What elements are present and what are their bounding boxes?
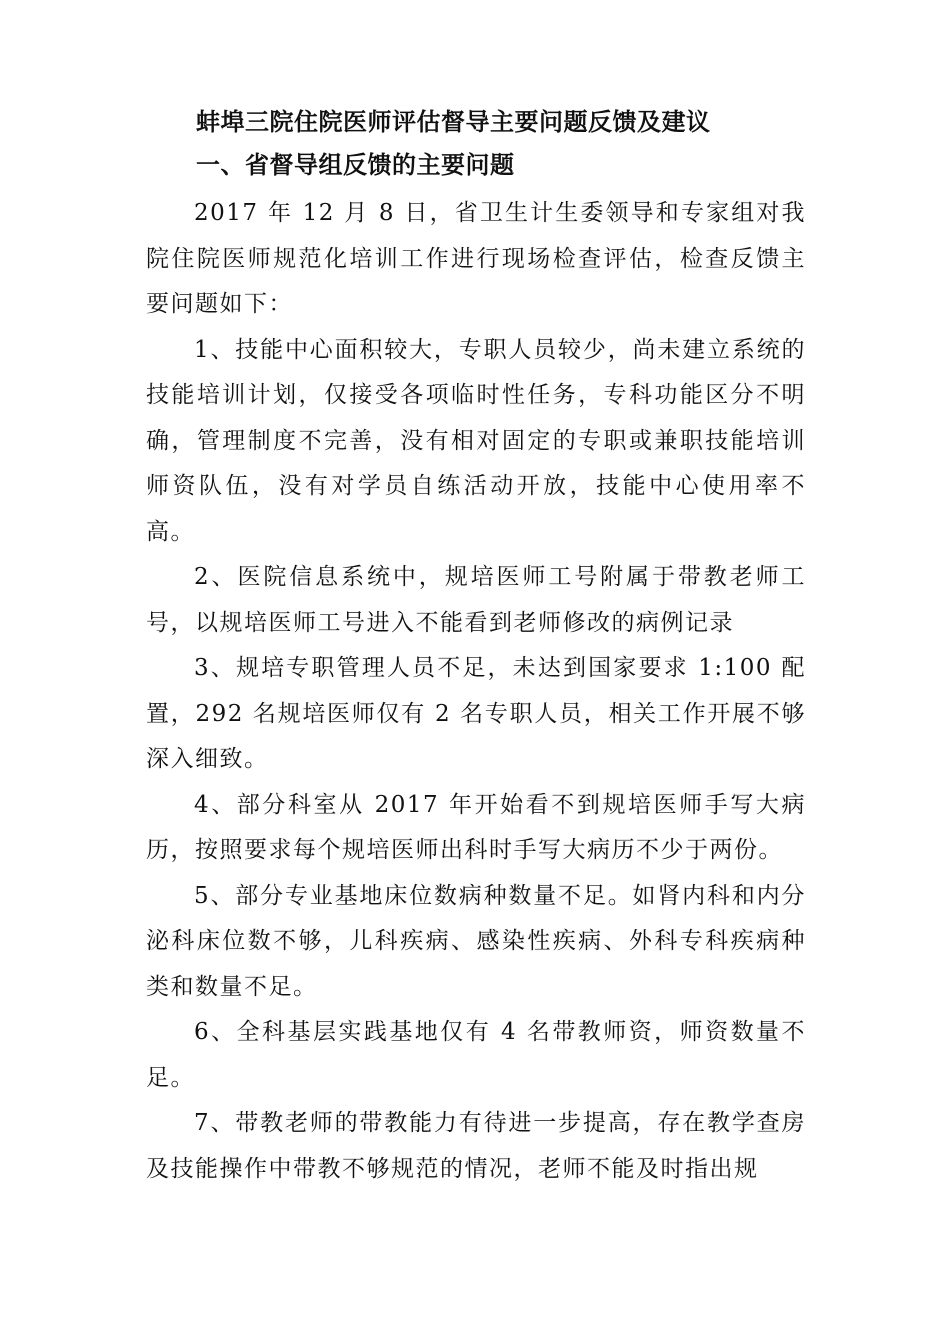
paragraph-intro: 2017 年 12 月 8 日，省卫生计生委领导和专家组对我院住院医师规范化培训工作进行现场检查评估，检查反馈主要问题如下：	[146, 200, 806, 317]
section-heading: 一、省督导组反馈的主要问题	[196, 151, 515, 179]
paragraph-item-1: 1、技能中心面积较大，专职人员较少，尚未建立系统的技能培训计划，仅接受各项临时性任务，专科功能区分不明确，管理制度不完善，没有相对固定的专职或兼职技能培训师资队伍，没有对学员自练活动开放，技能中心使用率不高。	[146, 336, 806, 545]
paragraph-item-5: 5、部分专业基地床位数病种数量不足。如肾内科和内分泌科床位数不够，儿科疾病、感染性疾病、外科专科疾病种类和数量不足。	[146, 882, 806, 1000]
paragraph-item-4: 4、部分科室从 2017 年开始看不到规培医师手写大病历，按照要求每个规培医师出科时手写大病历不少于两份。	[146, 791, 806, 863]
paragraph-item-6: 6、全科基层实践基地仅有 4 名带教师资，师资数量不足。	[146, 1019, 806, 1091]
document-body	[146, 191, 806, 1192]
paragraph-item-3: 3、规培专职管理人员不足，未达到国家要求 1:100 配置，292 名规培医师仅有 2 名专职人员，相关工作开展不够深入细致。	[146, 655, 806, 772]
paragraph-item-7: 7、带教老师的带教能力有待进一步提高，存在教学查房及技能操作中带教不够规范的情况，老师不能及时指出规	[146, 1110, 806, 1182]
paragraph-item-2: 2、医院信息系统中，规培医师工号附属于带教老师工号，以规培医师工号进入不能看到老师修改的病例记录	[146, 564, 806, 636]
document-title: 蚌埠三院住院医师评估督导主要问题反馈及建议	[196, 108, 711, 136]
